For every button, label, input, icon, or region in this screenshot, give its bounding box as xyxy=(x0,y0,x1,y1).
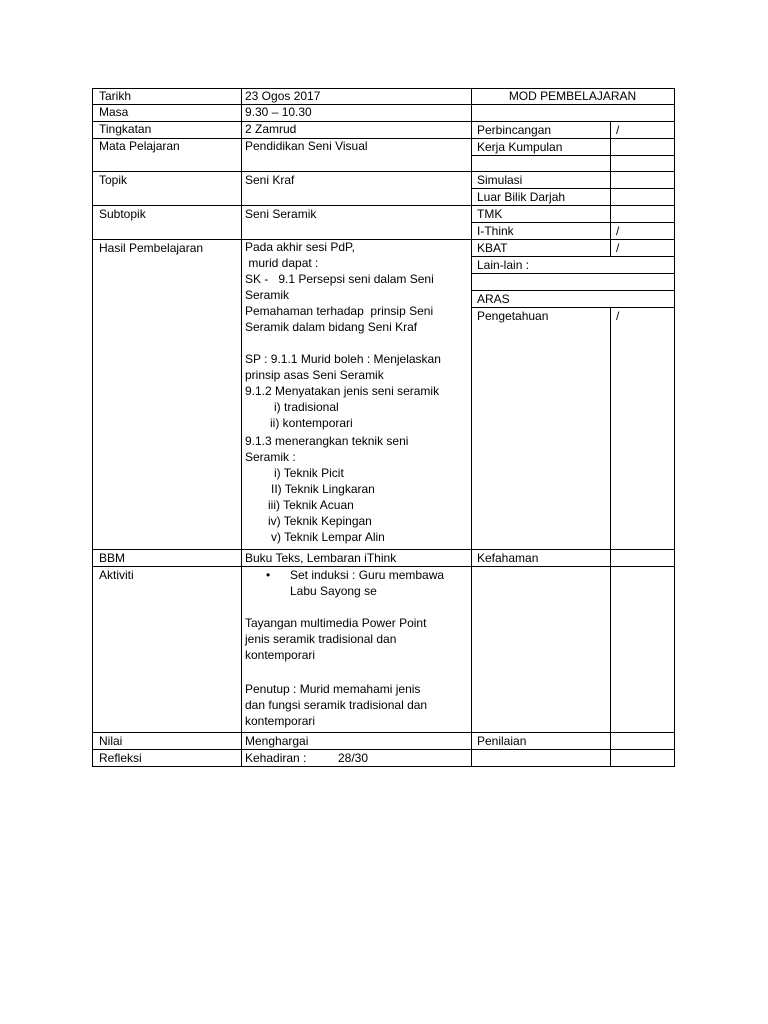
hasil-line: 9.1.2 Menyatakan jenis seni seramik xyxy=(245,384,440,398)
hasil-line: Pemahaman terhadap prinsip Seni xyxy=(245,304,434,318)
mod-item-label: I-Think xyxy=(477,224,514,238)
aras-item-label: Penilaian xyxy=(477,734,527,748)
grid-line xyxy=(674,88,675,767)
attendance-count: 28/30 xyxy=(338,751,369,765)
hasil-line: Seramik xyxy=(245,288,290,302)
mod-item-label: TMK xyxy=(477,207,503,221)
label-refleksi: Refleksi xyxy=(99,751,142,765)
grid-line xyxy=(92,766,675,767)
aktiviti-line: jenis seramik tradisional dan xyxy=(245,632,397,646)
grid-line xyxy=(610,307,611,767)
grid-line xyxy=(92,171,675,172)
hasil-line: i) Teknik Picit xyxy=(274,466,344,480)
hasil-line: Seramik dalam bidang Seni Kraf xyxy=(245,320,418,334)
hasil-line: murid dapat : xyxy=(245,256,319,270)
label-subtopik: Subtopik xyxy=(99,207,146,221)
aktiviti-line: dan fungsi seramik tradisional dan xyxy=(245,698,428,712)
hasil-line: 9.1.3 menerangkan teknik seni xyxy=(245,434,409,448)
label-mata-pelajaran: Mata Pelajaran xyxy=(99,139,180,153)
value-tarikh: 23 Ogos 2017 xyxy=(245,89,321,103)
aras-item-label: Pengetahuan xyxy=(477,309,549,323)
value-nilai: Menghargai xyxy=(245,734,309,748)
mod-item-label: Kerja Kumpulan xyxy=(477,140,563,154)
value-tingkatan: 2 Zamrud xyxy=(245,122,297,136)
label-tingkatan: Tingkatan xyxy=(99,122,152,136)
grid-line xyxy=(92,104,675,105)
hasil-line: Pada akhir sesi PdP, xyxy=(245,240,355,254)
hasil-line: v) Teknik Lempar Alin xyxy=(271,530,385,544)
grid-line xyxy=(92,205,675,206)
aktiviti-line: Set induksi : Guru membawa xyxy=(290,568,445,582)
label-topik: Topik xyxy=(99,173,128,187)
hasil-line: II) Teknik Lingkaran xyxy=(271,482,375,496)
aras-item-label: Kefahaman xyxy=(477,551,539,565)
hasil-line: ii) kontemporari xyxy=(270,416,353,430)
hasil-line: iv) Teknik Kepingan xyxy=(268,514,372,528)
grid-line xyxy=(92,88,93,767)
label-tarikh: Tarikh xyxy=(99,89,132,103)
mod-item-mark: / xyxy=(616,123,620,137)
hasil-line: SP : 9.1.1 Murid boleh : Menjelaskan xyxy=(245,352,441,366)
grid-line xyxy=(471,273,675,274)
label-bbm: BBM xyxy=(99,551,126,565)
hasil-line: i) tradisional xyxy=(274,400,339,414)
aktiviti-line: Labu Sayong se xyxy=(290,584,377,598)
mod-item-label: Lain-lain : xyxy=(477,258,530,272)
mod-item-label: KBAT xyxy=(477,241,508,255)
aras-item-mark: / xyxy=(616,309,620,323)
hasil-line: SK - 9.1 Persepsi seni dalam Seni xyxy=(245,272,434,286)
value-refleksi: Kehadiran : xyxy=(245,751,307,765)
grid-line xyxy=(471,155,675,156)
mod-item-mark: / xyxy=(616,224,620,238)
hasil-line: iii) Teknik Acuan xyxy=(268,498,354,512)
hasil-line: prinsip asas Seni Seramik xyxy=(245,368,384,382)
hasil-line: Seramik : xyxy=(245,450,296,464)
value-topik: Seni Kraf xyxy=(245,173,295,187)
mod-item-mark: / xyxy=(616,241,620,255)
grid-line xyxy=(92,732,675,733)
value-subtopik: Seni Seramik xyxy=(245,207,317,221)
bullet-icon: • xyxy=(266,568,271,582)
aktiviti-line: kontemporari xyxy=(245,648,316,662)
value-mata-pelajaran: Pendidikan Seni Visual xyxy=(245,139,368,153)
aktiviti-line: kontemporari xyxy=(245,714,316,728)
grid-line xyxy=(610,121,611,256)
grid-line xyxy=(471,88,472,767)
label-nilai: Nilai xyxy=(99,734,123,748)
aras-header: ARAS xyxy=(477,292,510,306)
mod-item-label: Luar Bilik Darjah xyxy=(477,190,566,204)
aktiviti-line: Penutup : Murid memahami jenis xyxy=(245,682,421,696)
grid-line xyxy=(92,749,675,750)
value-masa: 9.30 – 10.30 xyxy=(245,105,312,119)
mod-header: MOD PEMBELAJARAN xyxy=(508,89,637,103)
aktiviti-line: Tayangan multimedia Power Point xyxy=(245,616,427,630)
mod-item-label: Simulasi xyxy=(477,173,523,187)
label-masa: Masa xyxy=(99,105,129,119)
label-aktiviti: Aktiviti xyxy=(99,568,134,582)
grid-line xyxy=(241,88,242,767)
label-hasil-pembelajaran: Hasil Pembelajaran xyxy=(99,241,204,255)
grid-line xyxy=(92,566,675,567)
mod-item-label: Perbincangan xyxy=(477,123,552,137)
value-bbm: Buku Teks, Lembaran iThink xyxy=(245,551,397,565)
